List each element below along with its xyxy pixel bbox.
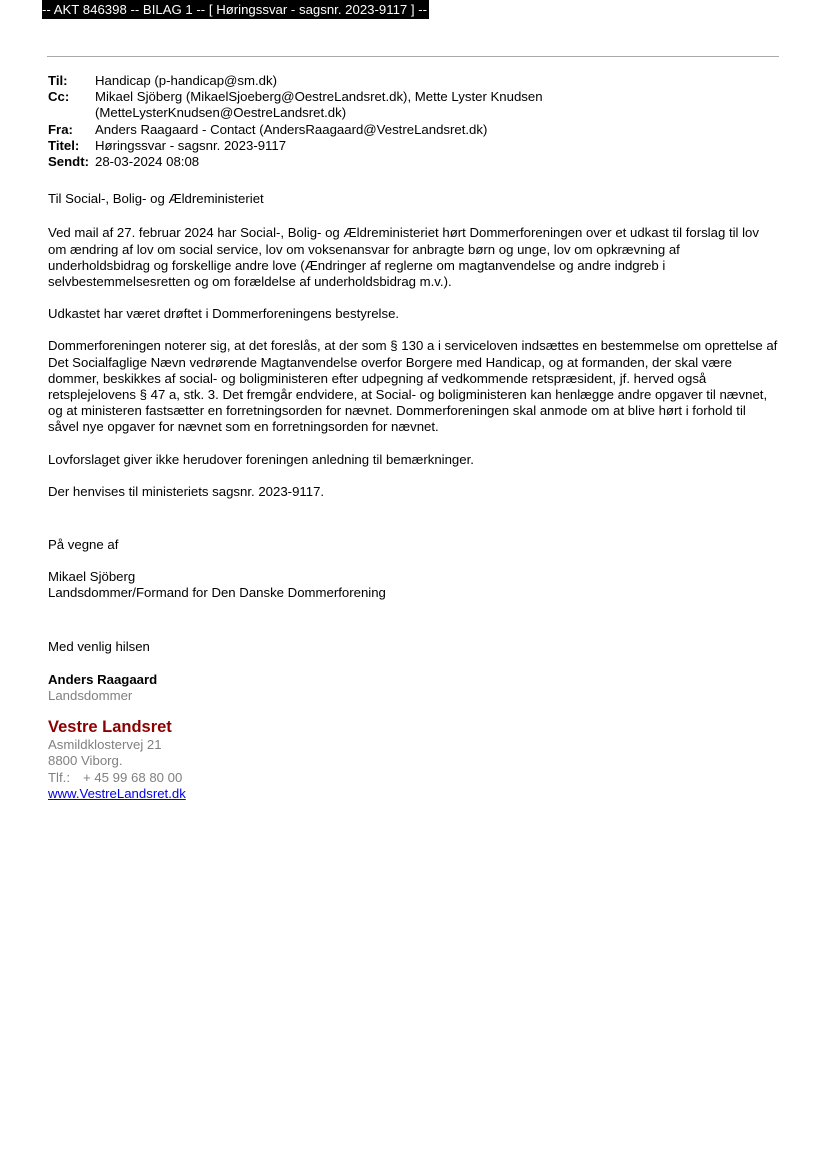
sent-value: 28-03-2024 08:08	[95, 154, 200, 170]
from-row	[48, 122, 543, 138]
signer-name: Mikael Sjöberg	[48, 569, 136, 585]
body-paragraph-5: Der henvises til ministeriets sagsnr. 2023-9117.	[48, 483, 325, 499]
greeting: Til Social-, Bolig- og Ældreministeriet	[48, 191, 264, 207]
from-label: Fra:	[48, 121, 73, 137]
from-value: Anders Raagaard - Contact (AndersRaagaard@VestreLandsret.dk)	[95, 121, 488, 137]
signature-role: Landsdommer	[48, 688, 133, 704]
body-paragraph-2: Udkastet har været drøftet i Dommerforeningens bestyrelse.	[48, 306, 400, 322]
signer-block	[48, 569, 780, 601]
phone-number: + 45 99 68 80 00	[82, 769, 183, 785]
header-divider	[47, 56, 779, 57]
sent-label: Sendt:	[48, 154, 90, 170]
address-line-2: 8800 Viborg.	[48, 753, 123, 769]
cc-label: Cc:	[48, 89, 70, 105]
closing-regards: Med venlig hilsen	[48, 638, 150, 654]
email-header	[48, 73, 543, 170]
body-paragraph-4: Lovforslaget giver ikke herudover foreningen anledning til bemærkninger.	[48, 451, 474, 467]
cc-value	[95, 89, 543, 121]
body-paragraph-1: Ved mail af 27. februar 2024 har Social-, Bolig- og Ældreministeriet hørt Dommerforeningen over et udkast til forslag til lov om ændring af lov om social service, lov om voksenansvar for anbragte børn og unge, lov om opkrævning af underholdsbidrag og forskellige andre love (Ændringer af reglerne om magtanvendelse og andre indgreb i selvbestemmelsesretten og om forældelse af underholdsbidrag m.v.).	[48, 225, 759, 290]
to-value: Handicap (p-handicap@sm.dk)	[95, 73, 277, 88]
signer-role: Landsdommer/Formand for Den Danske Dommerforening	[48, 585, 386, 601]
to-row	[48, 73, 543, 89]
signature-name: Anders Raagaard	[48, 671, 158, 687]
organization-name: Vestre Landsret	[48, 718, 172, 737]
body-paragraph-3: Dommerforeningen noterer sig, at det foreslås, at der som § 130 a i serviceloven indsættes en bestemmelse om oprettelse af Det Socialfaglige Nævn vedrørende Magtanvendelse overfor Borgere med Handicap, og at formanden, der skal være dommer, beskikkes af social- og boligministeren efter udpegning af vedkommende retspræsident, jf. herved også retsplejelovens § 47 a, stk. 3. Det fremgår endvidere, at Social- og boligministeren kan henlægge andre opgaver til nævnet, og at ministeren fastsætter en forretningsorden for nævnet. Dommerforeningen skal anmode om at blive hørt i forhold til såvel nye opgaver for nævnet som en forretningsorden for nævnet.	[48, 338, 778, 435]
phone-label: Tlf.:	[48, 769, 70, 785]
phone-line	[48, 770, 780, 786]
document-banner: -- AKT 846398 -- BILAG 1 -- [ Høringssvar - sagsnr. 2023-9117 ] --	[42, 2, 428, 17]
cc-value-line1: Mikael Sjöberg (MikaelSjoeberg@OestreLandsret.dk), Mette Lyster Knudsen	[95, 89, 543, 105]
sent-row	[48, 154, 543, 170]
website-link[interactable]: www.VestreLandsret.dk	[48, 785, 186, 801]
cc-row	[48, 89, 543, 121]
on-behalf-line: På vegne af	[48, 537, 119, 553]
to-label: Til:	[48, 73, 68, 88]
address-line-1: Asmildklostervej 21	[48, 737, 162, 753]
title-label: Titel:	[48, 137, 80, 153]
email-document	[48, 73, 780, 802]
title-value: Høringssvar - sagsnr. 2023-9117	[95, 137, 287, 153]
cc-value-line2: (MetteLysterKnudsen@OestreLandsret.dk)	[95, 105, 347, 121]
title-row	[48, 138, 543, 154]
